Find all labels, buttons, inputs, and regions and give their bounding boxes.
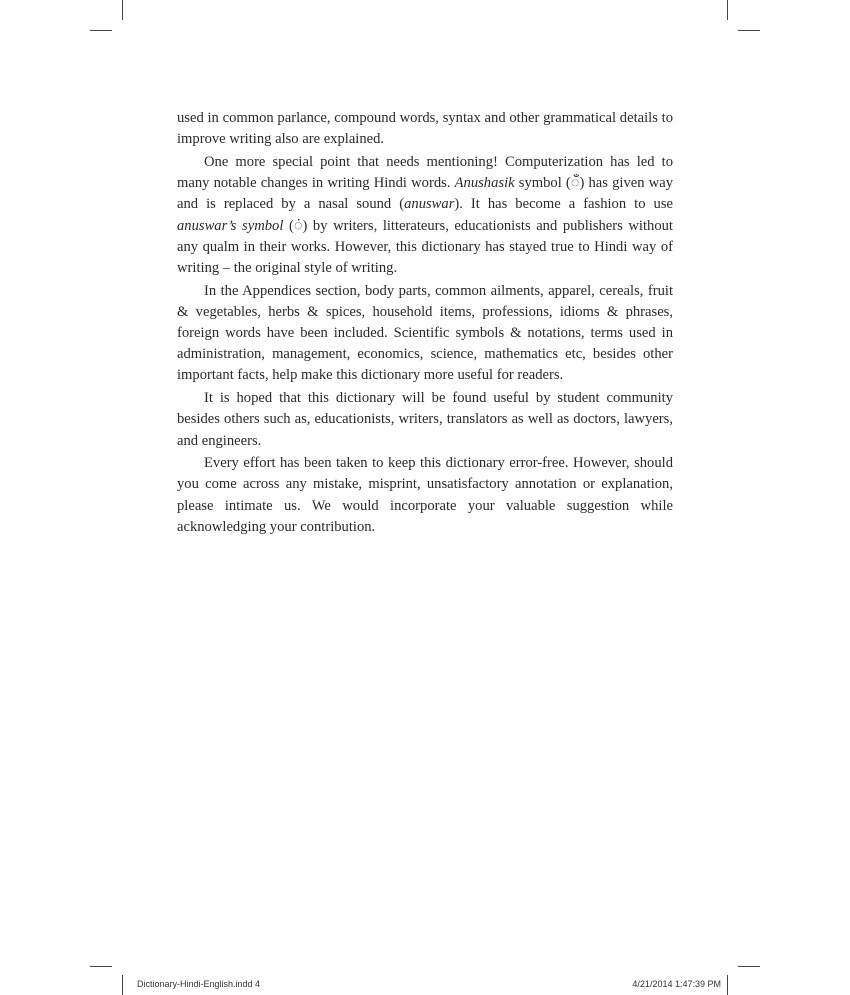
text-run: One more special point that needs mentioning! Computerization has led to many notable changes in writing Hindi words. bbox=[177, 153, 673, 192]
text-run: symbol (ँ) has given way and is replaced by a nasal sound ( bbox=[177, 175, 673, 213]
italic-term: anuswar bbox=[404, 196, 455, 213]
text-run: Every effort has been taken to keep this dictionary error-free. However, should you come across any mistake, misprint, unsatisfactory annotation or explanation, please intimate us. We would incorporate your valuable suggestion while acknowledging your contribution. bbox=[177, 455, 673, 535]
crop-mark-bottom-right-horizontal bbox=[738, 966, 760, 967]
paragraph-1 bbox=[177, 108, 673, 150]
crop-mark-bottom-right-vertical bbox=[727, 975, 728, 995]
print-date-slug: 4/21/2014 1:47:39 PM bbox=[632, 979, 721, 989]
paragraph-5 bbox=[177, 453, 673, 538]
crop-mark-top-right-horizontal bbox=[738, 30, 760, 31]
crop-mark-top-right-vertical bbox=[727, 0, 728, 20]
text-run: (ं) by writers, litterateurs, educationists and publishers without any qualm in their works. However, this dictionary has stayed true to Hindi way of writing – the original style of writing. bbox=[177, 217, 673, 276]
crop-mark-top-left-horizontal bbox=[90, 30, 112, 31]
text-run: ). It has become a fashion to use bbox=[454, 196, 673, 213]
text-run: In the Appendices section, body parts, common ailments, apparel, cereals, fruit & vegetables, herbs & spices, household items, professions, idioms & phrases, foreign words have been included. Scientific symbols & notations, terms used in administration, management, economics, science, mathematics etc, besides other important facts, help make this dictionary more useful for readers. bbox=[177, 282, 673, 384]
italic-term: Anushasik bbox=[454, 175, 515, 192]
file-name-slug: Dictionary-Hindi-English.indd 4 bbox=[137, 979, 261, 989]
italic-term: anuswar’s symbol bbox=[177, 217, 284, 234]
paragraph-4 bbox=[177, 388, 673, 452]
paragraph-2 bbox=[177, 152, 673, 279]
paragraph-3 bbox=[177, 281, 673, 387]
preface-text-block bbox=[177, 108, 673, 540]
crop-mark-bottom-left-vertical bbox=[122, 975, 123, 995]
text-run: It is hoped that this dictionary will be found useful by student community besides others such as, educationists, writers, translators as well as doctors, lawyers, and engineers. bbox=[177, 390, 673, 449]
crop-mark-top-left-vertical bbox=[122, 0, 123, 20]
text-run: used in common parlance, compound words, syntax and other grammatical details to improve writing also are explained. bbox=[177, 110, 673, 148]
crop-mark-bottom-left-horizontal bbox=[90, 966, 112, 967]
